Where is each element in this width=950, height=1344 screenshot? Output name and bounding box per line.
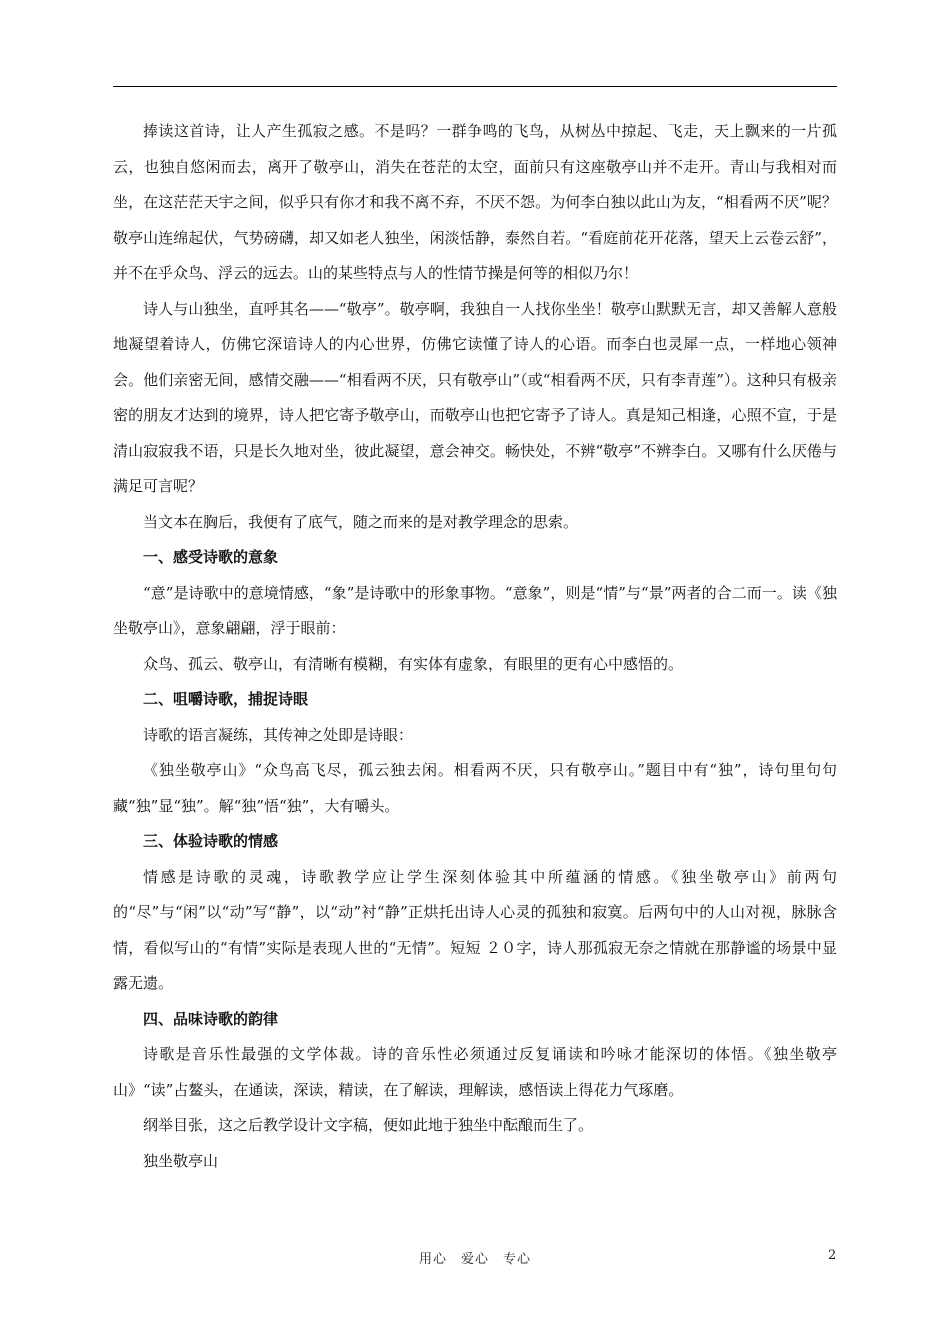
- paragraph: “意”是诗歌中的意境情感，“象”是诗歌中的形象事物。“意象”，则是“情”与“景”两者的合二而一。读《独坐敬亭山》，意象翩翩，浮于眼前：: [113, 583, 837, 637]
- paragraph: 当文本在胸后，我便有了底气，随之而来的是对教学理念的思索。: [143, 512, 579, 531]
- paragraph: 诗歌的语言凝练，其传神之处即是诗眼：: [143, 725, 414, 744]
- footer-motto: 用心 爱心 专心: [418, 1252, 531, 1267]
- paragraph: 诗歌是音乐性最强的文学体裁。诗的音乐性必须通过反复诵读和吟咏才能深切的体悟。《独坐敬亭山》“读”占鳌头，在通读，深读，精读，在了解读，理解读，感悟读上得花力气琢磨。: [113, 1045, 837, 1099]
- paragraph: 《独坐敬亭山》“众鸟高飞尽，孤云独去闲。相看两不厌，只有敬亭山。”题目中有“独”，诗句里句句藏“独”显“独”。解“独”悟“独”，大有嚼头。: [113, 761, 837, 815]
- page-number: 2: [828, 1248, 837, 1263]
- document-body: [113, 114, 837, 1179]
- section-heading: 三、体验诗歌的情感: [143, 832, 279, 850]
- poem-title: 独坐敬亭山: [143, 1151, 219, 1170]
- paragraph: 纲举目张，这之后教学设计文字稿，便如此地于独坐中酝酿而生了。: [143, 1116, 594, 1134]
- paragraph: 捧读这首诗，让人产生孤寂之感。不是吗？一群争鸣的飞鸟，从树丛中掠起、飞走，天上飘来的一片孤云，也独自悠闲而去，离开了敬亭山，消失在苍茫的太空，面前只有这座敬亭山并不走开。青山与我相对而坐，在这茫茫天宇之间，似乎只有你才和我不离不弃，不厌不怨。为何李白独以此山为友，“相看两不厌”呢？敬亭山连绵起伏，气势磅礴，却又如老人独坐，闲淡恬静，泰然自若。“看庭前花开花落，望天上云卷云舒”，并不在乎众鸟、浮云的远去。山的某些特点与人的性情节操是何等的相似乃尔！: [113, 122, 837, 282]
- header-rule: [113, 86, 837, 87]
- paragraph: 诗人与山独坐，直呼其名——“敬亭”。敬亭啊，我独自一人找你坐坐！敬亭山默默无言，却又善解人意般地凝望着诗人，仿佛它深谙诗人的内心世界，仿佛它读懂了诗人的心语。而李白也灵犀一点，一样地心领神会。他们亲密无间，感情交融——“相看两不厌，只有敬亭山”（或“相看两不厌，只有李青莲”）。这种只有极亲密的朋友才达到的境界，诗人把它寄予敬亭山，而敬亭山也把它寄予了诗人。真是知己相逢，心照不宣，于是清山寂寂我不语，只是长久地对坐，彼此凝望，意会神交。畅快处，不辨“敬亭”不辨李白。又哪有什么厌倦与满足可言呢？: [113, 299, 837, 495]
- paragraph: 众鸟、孤云、敬亭山，有清晰有模糊，有实体有虚象，有眼里的更有心中感悟的。: [143, 654, 684, 673]
- section-heading: 一、感受诗歌的意象: [143, 548, 279, 566]
- section-heading: 四、品味诗歌的韵律: [143, 1009, 279, 1028]
- paragraph: 情感是诗歌的灵魂，诗歌教学应让学生深刻体验其中所蕴涵的情感。《独坐敬亭山》前两句的“尽”与“闲”以“动”写“静”，以“动”衬“静”正烘托出诗人心灵的孤独和寂寞。后两句中的人山对视，脉脉含情，看似写山的“有情”实际是表现人世的“无情”。短短 ２０字，诗人那孤寂无奈之情就在那静谧的场景中显露无遗。: [113, 867, 837, 992]
- section-heading: 二、咀嚼诗歌，捕捉诗眼: [143, 690, 309, 708]
